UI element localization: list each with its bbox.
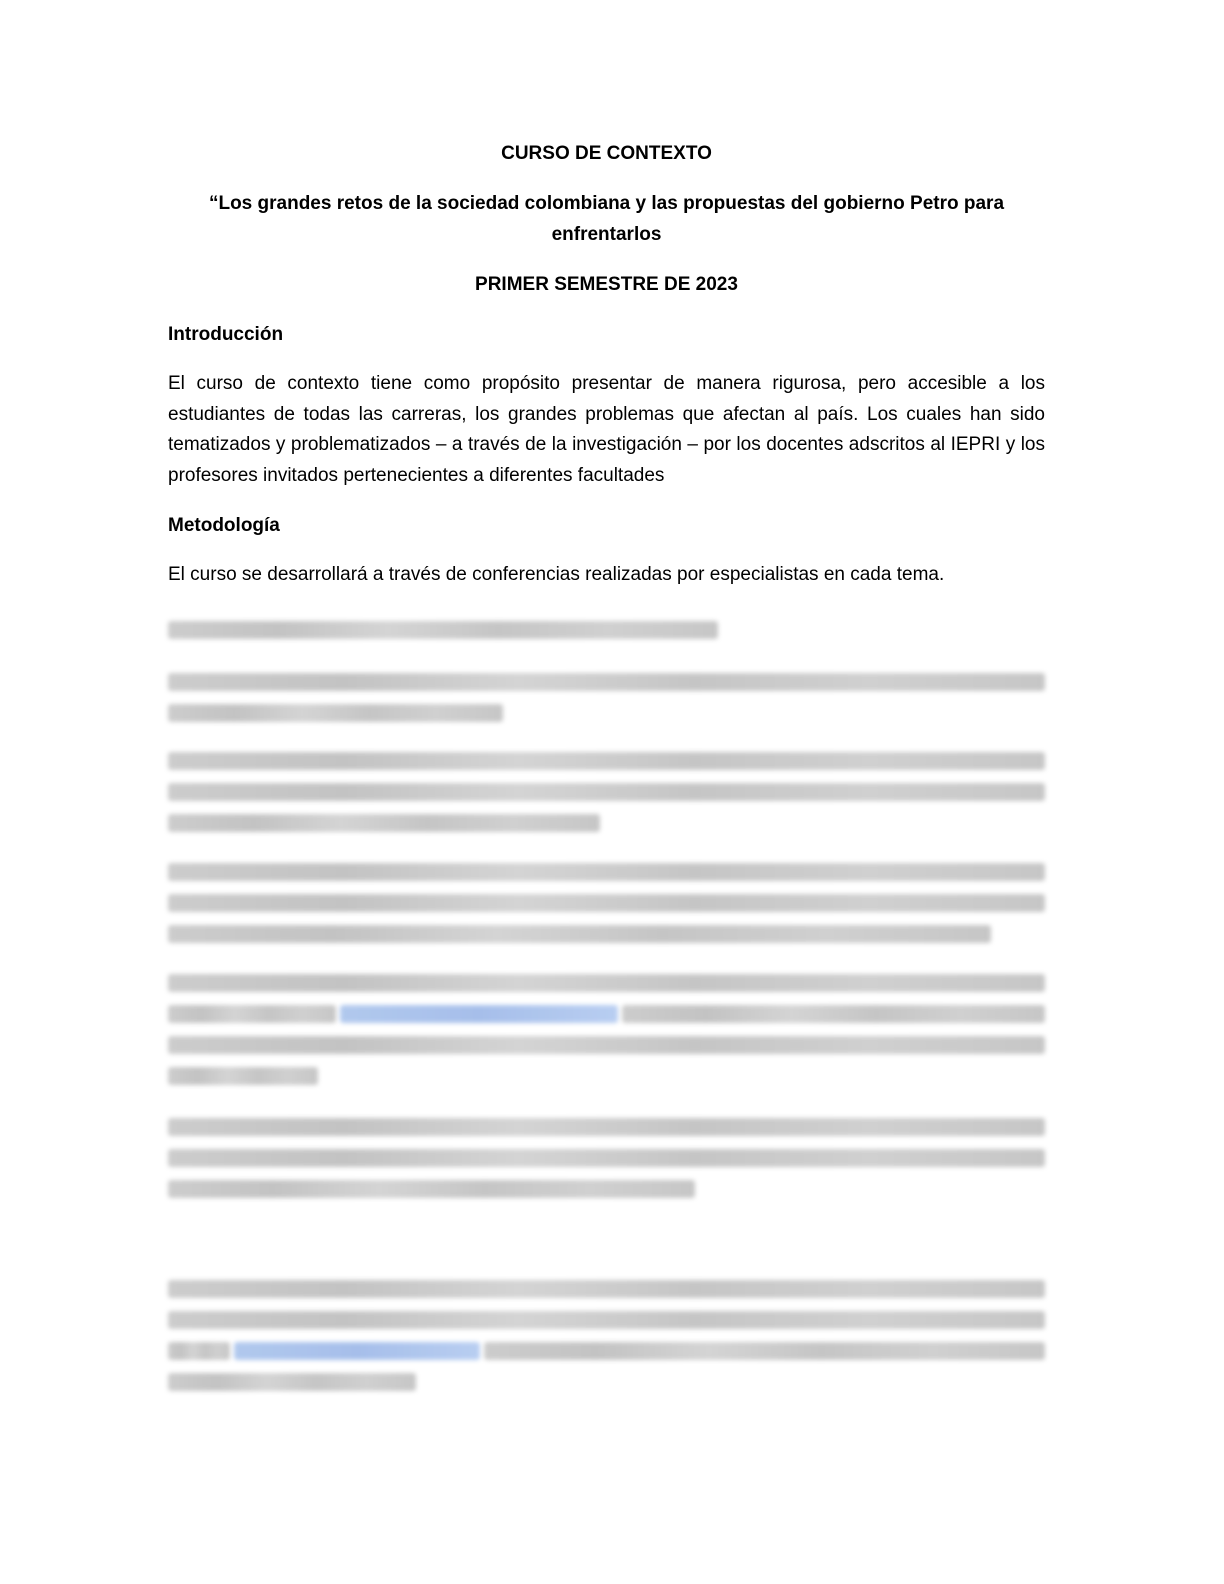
- blurred-link[interactable]: [340, 1005, 618, 1023]
- document-title: CURSO DE CONTEXTO: [501, 143, 712, 164]
- blurred-text-line: [168, 1180, 695, 1198]
- blurred-text-line: [168, 1149, 1045, 1167]
- document-subtitle: “Los grandes retos de la sociedad colombiana y las propuestas del gobierno Petro para enfrentarlos: [208, 193, 1005, 245]
- blurred-text-line: [168, 1067, 318, 1085]
- blurred-text-line: [168, 1373, 416, 1391]
- blurred-text-line: [168, 673, 1045, 691]
- section-text-metodologia: El curso se desarrollará a través de conferencias realizadas por especialistas en cada tema.: [168, 564, 945, 585]
- blurred-text-line: [168, 621, 718, 639]
- blurred-text-line: [168, 1005, 336, 1023]
- blurred-text-line: [168, 863, 1045, 881]
- blurred-text-line: [168, 1342, 230, 1360]
- semester-label: PRIMER SEMESTRE DE 2023: [475, 274, 738, 295]
- section-heading-introduccion: Introducción: [168, 324, 284, 345]
- blurred-text-line: [168, 1118, 1045, 1136]
- blurred-text-line: [168, 894, 1045, 912]
- blurred-text-line: [168, 1311, 1045, 1329]
- blurred-text-line: [168, 1036, 1045, 1054]
- blurred-text-line: [168, 814, 600, 832]
- blurred-text-line: [168, 704, 503, 722]
- blurred-text-line: [484, 1342, 1045, 1360]
- blurred-content-region: [168, 0, 1045, 1584]
- section-text-introduccion: El curso de contexto tiene como propósito presentar de manera rigurosa, pero accesible a los estudiantes de todas las carreras, los grandes problemas que afectan al país. Los cuales han sido tematizados y problematizados – a través de la investigación – por los docentes adscritos al IEPRI y los profesores invitados pertenecientes a diferentes facultades: [168, 373, 1045, 486]
- blurred-text-line: [168, 1280, 1045, 1298]
- blurred-text-line: [622, 1005, 1045, 1023]
- blurred-link[interactable]: [234, 1342, 480, 1360]
- blurred-text-line: [168, 925, 991, 943]
- blurred-text-line: [168, 783, 1045, 801]
- blurred-text-line: [168, 974, 1045, 992]
- blurred-text-line: [168, 752, 1045, 770]
- section-heading-metodologia: Metodología: [168, 515, 280, 536]
